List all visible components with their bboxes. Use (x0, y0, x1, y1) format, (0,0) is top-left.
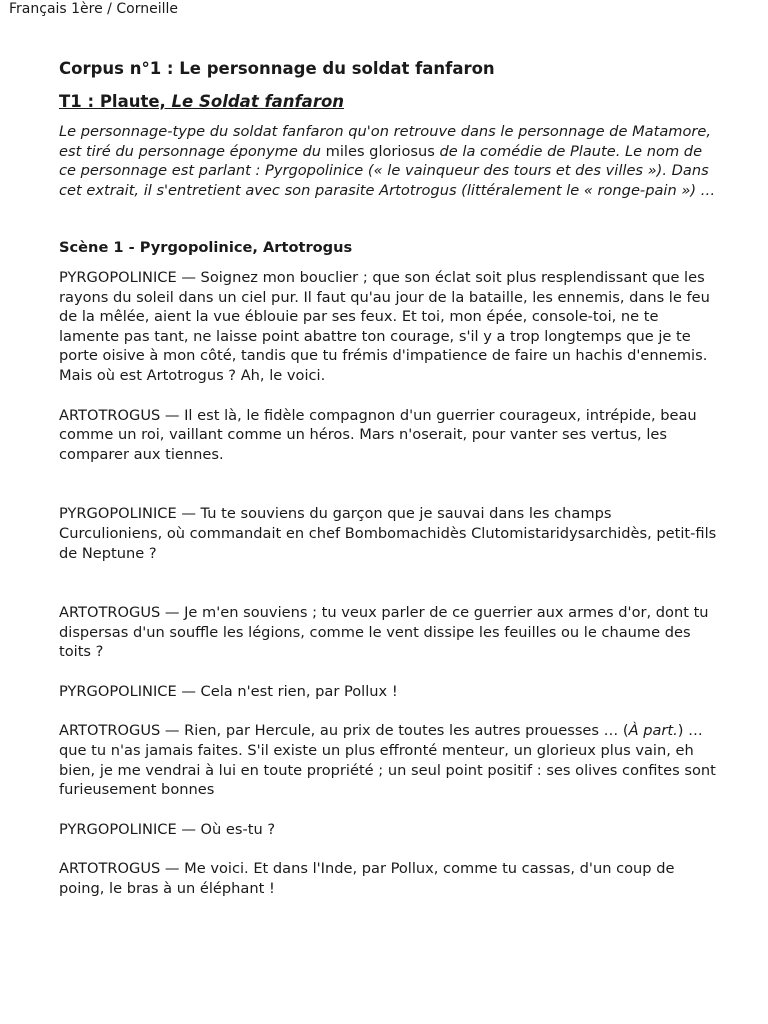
replique-5: PYRGOPOLINICE — Cela n'est rien, par Pollux ! (59, 682, 398, 700)
aparte-stage-direction: À part. (628, 722, 678, 740)
intro-part2: de la comédie de Plaute. Le nom de ce personnage est parlant : Pyrgopolinice (« le vainqueur des tours et des villes »). Dans cet extrait, il s'entretient avec son parasite Artotrogus (littéralement le « ronge-pain ») … (59, 142, 716, 199)
replique-3: PYRGOPOLINICE — Tu te souviens du garçon que je sauvai dans les champs Curculioniens, où commandait en chef Bombomachidès Clutomistaridysarchidès, petit-fils de Neptune ? (59, 505, 717, 562)
scene-heading: Scène 1 - Pyrgopolinice, Artotrogus (59, 239, 353, 257)
intro-paragraph (59, 122, 719, 200)
corpus-title: Corpus n°1 : Le personnage du soldat fanfaron (59, 59, 495, 78)
running-header: Français 1ère / Corneille (9, 1, 178, 17)
aparte-before: ARTOTROGUS — Rien, par Hercule, au prix de toutes les autres prouesses … ( (59, 722, 629, 740)
aparte-after: ) … que tu n'as jamais faites. S'il existe un plus effronté menteur, un glorieux plus vain, eh bien, je me vendrai à lui en toute propriété ; un seul point positif : ses olives confites sont furieusement bonnes (59, 722, 716, 799)
replique-2: ARTOTROGUS — Il est là, le fidèle compagnon d'un guerrier courageux, intrépide, beau comme un roi, vaillant comme un héros. Mars n'oserait, pour vanter ses vertus, les comparer aux tiennes. (59, 406, 697, 463)
document-body (59, 58, 719, 899)
text-title-prefix: T1 : Plaute, (59, 92, 172, 111)
replique-8: ARTOTROGUS — Me voici. Et dans l'Inde, par Pollux, comme tu cassas, d'un coup de poing, le bras à un éléphant ! (59, 860, 675, 898)
intro-part1: Le personnage-type du soldat fanfaron qu'on retrouve dans le personnage de Matamore, est tiré du personnage éponyme du (59, 123, 712, 160)
replique-4: ARTOTROGUS — Je m'en souviens ; tu veux parler de ce guerrier aux armes d'or, dont tu dispersas d'un souffle les légions, comme le vent dissipe les feuilles ou le chaume des toits ? (59, 604, 709, 661)
replique-6-aparte (59, 721, 719, 799)
replique-7: PYRGOPOLINICE — Où es-tu ? (59, 820, 276, 838)
text-title-work: Le Soldat fanfaron (171, 92, 345, 111)
text-title (59, 91, 719, 113)
replique-1: PYRGOPOLINICE — Soignez mon bouclier ; que son éclat soit plus resplendissant que les rayons du soleil dans un ciel pur. Il faut qu'au jour de la bataille, les ennemis, dans le feu de la mêlée, aient la vue éblouie par ses feux. Et toi, mon épée, console-toi, ne te lamente pas tant, ne laisse point abattre ton courage, s'il y a trop longtemps que je te porte oisive à mon côté, tandis que tu frémis d'impatience de faire un hachis d'ennemis. Mais où est Artotrogus ? Ah, le voici. (59, 268, 710, 384)
intro-latin-term: miles gloriosus (325, 142, 435, 160)
